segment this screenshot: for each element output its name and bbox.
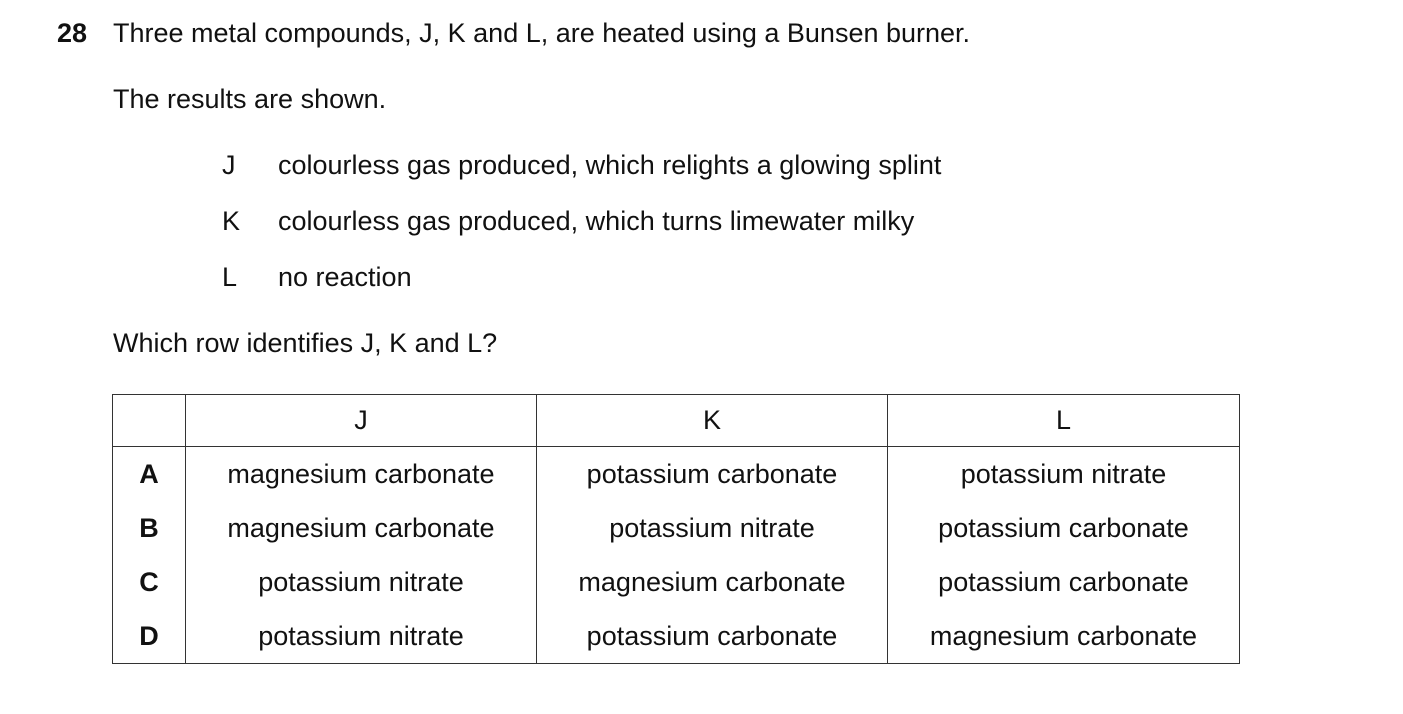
option-label: B — [113, 501, 186, 555]
results-intro: The results are shown. — [113, 84, 387, 114]
header-j: J — [186, 395, 537, 447]
option-label: A — [113, 447, 186, 502]
answer-table — [112, 394, 1240, 664]
option-label: D — [113, 609, 186, 664]
cell-k: potassium carbonate — [537, 447, 888, 502]
result-letter: L — [222, 262, 238, 292]
cell-j: potassium nitrate — [186, 609, 537, 664]
table-row-d[interactable] — [113, 609, 1240, 664]
cell-j: potassium nitrate — [186, 555, 537, 609]
result-text: colourless gas produced, which relights a glowing splint — [278, 150, 942, 180]
cell-k: magnesium carbonate — [537, 555, 888, 609]
header-option — [113, 395, 186, 447]
table-row-b[interactable] — [113, 501, 1240, 555]
result-letter: K — [222, 206, 241, 236]
cell-k: potassium carbonate — [537, 609, 888, 664]
result-letter: J — [222, 150, 236, 180]
cell-j: magnesium carbonate — [186, 447, 537, 502]
cell-l: potassium carbonate — [888, 555, 1240, 609]
cell-l: potassium carbonate — [888, 501, 1240, 555]
header-k: K — [537, 395, 888, 447]
option-label: C — [113, 555, 186, 609]
question-prompt: Which row identifies J, K and L? — [113, 328, 498, 358]
result-text: colourless gas produced, which turns limewater milky — [278, 206, 915, 236]
cell-j: magnesium carbonate — [186, 501, 537, 555]
question-stem: Three metal compounds, J, K and L, are heated using a Bunsen burner. — [113, 18, 971, 48]
result-text: no reaction — [278, 262, 412, 292]
cell-l: magnesium carbonate — [888, 609, 1240, 664]
cell-k: potassium nitrate — [537, 501, 888, 555]
table-header-row — [113, 395, 1240, 447]
table-row-c[interactable] — [113, 555, 1240, 609]
header-l: L — [888, 395, 1240, 447]
cell-l: potassium nitrate — [888, 447, 1240, 502]
table-row-a[interactable] — [113, 447, 1240, 502]
question-number: 28 — [57, 18, 88, 48]
